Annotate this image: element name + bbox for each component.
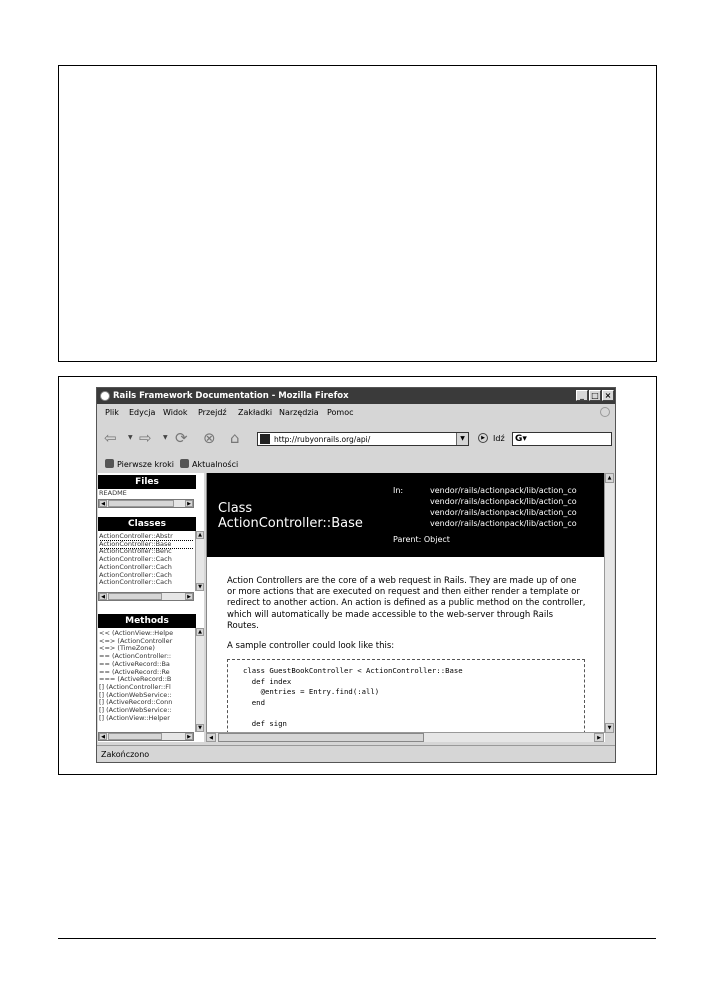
status-text: Zakończono	[101, 750, 150, 759]
list-item[interactable]: [] (ActionWebService::	[99, 706, 172, 715]
menu-edycja[interactable]: Edycja	[129, 408, 156, 417]
source-files	[430, 485, 577, 529]
close-button[interactable]: ×	[602, 390, 614, 401]
classes-pane-title: Classes	[98, 517, 196, 531]
source-file-link[interactable]: vendor/rails/actionpack/lib/action_co	[430, 497, 577, 506]
status-bar	[97, 745, 615, 763]
scroll-right-icon[interactable]: ▶	[185, 733, 193, 740]
list-item[interactable]: [] (ActionView::Helper	[99, 713, 170, 722]
stop-icon[interactable]: ⊗	[203, 429, 216, 447]
scroll-right-icon[interactable]: ▶	[185, 593, 193, 600]
classes-vertical-scrollbar[interactable]	[195, 531, 204, 591]
firefox-window	[96, 387, 616, 763]
window-title: Rails Framework Documentation - Mozilla Firefox	[113, 391, 349, 401]
address-bar[interactable]	[257, 432, 469, 446]
title-bar[interactable]	[97, 388, 615, 404]
list-item[interactable]: README	[99, 490, 127, 497]
list-item[interactable]: === (ActiveRecord::B	[99, 675, 172, 684]
list-item[interactable]: == (ActiveRecord::Re	[99, 667, 170, 676]
list-item[interactable]: ActionController::Benc	[99, 547, 172, 556]
files-horizontal-scrollbar[interactable]	[98, 499, 194, 508]
documentation-frame	[206, 473, 605, 742]
search-input[interactable]	[512, 432, 612, 446]
scroll-up-icon[interactable]: ▲	[196, 628, 204, 636]
navigation-toolbar	[97, 420, 615, 456]
scroll-thumb[interactable]	[108, 593, 162, 600]
list-item[interactable]: ActionController::Cach	[99, 555, 172, 564]
scroll-down-icon[interactable]: ▼	[196, 724, 204, 732]
class-description: Action Controllers are the core of a web request in Rails. They are made up of one or more actions that are executed on request and then either render a template or redirect to another action. An action is defined as a public method on the controller, which will automatically be made accessible to the web-server through Rails Routes.	[227, 576, 586, 631]
throbber-icon	[600, 407, 610, 417]
page-icon	[260, 434, 270, 444]
list-item[interactable]: ActionController::Abstr	[99, 533, 173, 540]
main-horizontal-scrollbar[interactable]	[206, 732, 604, 742]
list-item-selected[interactable]: ActionController::Base	[99, 541, 194, 549]
list-item[interactable]: [] (ActionController::Fl	[99, 682, 171, 691]
files-list	[99, 490, 194, 498]
main-vertical-scrollbar[interactable]	[604, 473, 614, 733]
source-file-link[interactable]: vendor/rails/actionpack/lib/action_co	[430, 508, 577, 517]
parent-label: Parent:	[393, 535, 422, 544]
bookmark-aktualnosci[interactable]: Aktualności	[192, 460, 239, 469]
back-arrow-icon[interactable]: ⇦	[104, 429, 117, 447]
menu-widok[interactable]: Widok	[163, 408, 188, 417]
code-sample: class GuestBookController < ActionController::Base def index @entries = Entry.find(:all) end def sign	[227, 659, 585, 742]
parent-value: Object	[423, 535, 450, 544]
bookmarks-toolbar	[97, 457, 615, 471]
scroll-thumb[interactable]	[108, 733, 162, 740]
methods-vertical-scrollbar[interactable]	[195, 628, 204, 732]
menu-plik[interactable]: Plik	[105, 408, 119, 417]
firefox-icon	[100, 391, 110, 401]
classes-list	[99, 533, 194, 588]
menu-zakladki[interactable]: Zakładki	[238, 408, 273, 417]
scroll-down-icon[interactable]: ▼	[605, 723, 614, 733]
scroll-thumb[interactable]	[218, 733, 424, 742]
class-name: ActionController::Base	[218, 516, 363, 531]
bookmark-icon	[105, 459, 114, 468]
class-header	[207, 473, 605, 557]
list-item[interactable]: <=> (TimeZone)	[99, 644, 155, 653]
home-icon[interactable]: ⌂	[230, 429, 240, 447]
class-title	[218, 501, 363, 531]
source-file-link[interactable]: vendor/rails/actionpack/lib/action_co	[430, 519, 577, 528]
class-word: Class	[218, 501, 253, 516]
list-item[interactable]: [] (ActionWebService::	[99, 690, 172, 699]
menu-pomoc[interactable]: Pomoc	[327, 408, 354, 417]
footer-rule	[58, 938, 656, 939]
list-item[interactable]: ActionController::Cach	[99, 578, 172, 587]
list-item[interactable]: [] (ActiveRecord::Conn	[99, 698, 173, 707]
files-pane-title: Files	[98, 475, 196, 489]
scroll-right-icon[interactable]: ▶	[185, 500, 193, 507]
list-item[interactable]: <=> (ActionController	[99, 636, 173, 645]
list-item[interactable]: << (ActionView::Helpe	[99, 630, 174, 637]
go-icon[interactable]: ▶	[478, 433, 488, 443]
menu-przejdz[interactable]: Przejdź	[198, 408, 227, 417]
scroll-down-icon[interactable]: ▼	[196, 583, 204, 591]
sample-intro: A sample controller could look like this:	[227, 641, 395, 651]
bookmark-pierwsze-kroki[interactable]: Pierwsze kroki	[117, 460, 174, 469]
forward-arrow-icon[interactable]: ⇨	[139, 429, 152, 447]
in-label: In:	[393, 486, 404, 495]
address-dropdown-icon[interactable]: ▼	[456, 433, 468, 445]
menu-bar	[97, 405, 615, 419]
parent-info	[393, 535, 450, 544]
scroll-left-icon[interactable]: ◀	[99, 733, 107, 740]
forward-dropdown-icon[interactable]: ▼	[163, 434, 168, 441]
empty-frame	[58, 65, 657, 362]
source-file-link[interactable]: vendor/rails/actionpack/lib/action_co	[430, 486, 577, 495]
scroll-left-icon[interactable]: ◀	[99, 500, 107, 507]
scroll-up-icon[interactable]: ▲	[196, 531, 204, 539]
scroll-right-icon[interactable]: ▶	[594, 733, 604, 742]
back-dropdown-icon[interactable]: ▼	[128, 434, 133, 441]
list-item[interactable]: == (ActionController::	[99, 652, 172, 661]
scroll-left-icon[interactable]: ◀	[206, 733, 216, 742]
methods-list	[99, 630, 194, 730]
classes-horizontal-scrollbar[interactable]	[98, 592, 194, 601]
list-item[interactable]: ActionController::Cach	[99, 570, 172, 579]
left-frames	[98, 473, 204, 742]
google-search-icon[interactable]: G▾	[515, 434, 527, 444]
maximize-button[interactable]: □	[589, 390, 601, 401]
methods-horizontal-scrollbar[interactable]	[98, 732, 194, 741]
address-bar-value[interactable]: http://rubyonrails.org/api/	[274, 435, 371, 444]
menu-narzedzia[interactable]: Narzędzia	[279, 408, 319, 417]
list-item[interactable]: ActionController::Cach	[99, 562, 172, 571]
scroll-thumb[interactable]	[108, 500, 174, 507]
minimize-button[interactable]: _	[576, 390, 588, 401]
rss-icon	[180, 459, 189, 468]
list-item[interactable]: == (ActiveRecord::Ba	[99, 659, 170, 668]
scroll-left-icon[interactable]: ◀	[99, 593, 107, 600]
scroll-up-icon[interactable]: ▲	[605, 473, 614, 483]
go-button[interactable]: Idź	[493, 434, 505, 443]
reload-icon[interactable]: ⟳	[175, 429, 188, 447]
methods-pane-title: Methods	[98, 614, 196, 628]
